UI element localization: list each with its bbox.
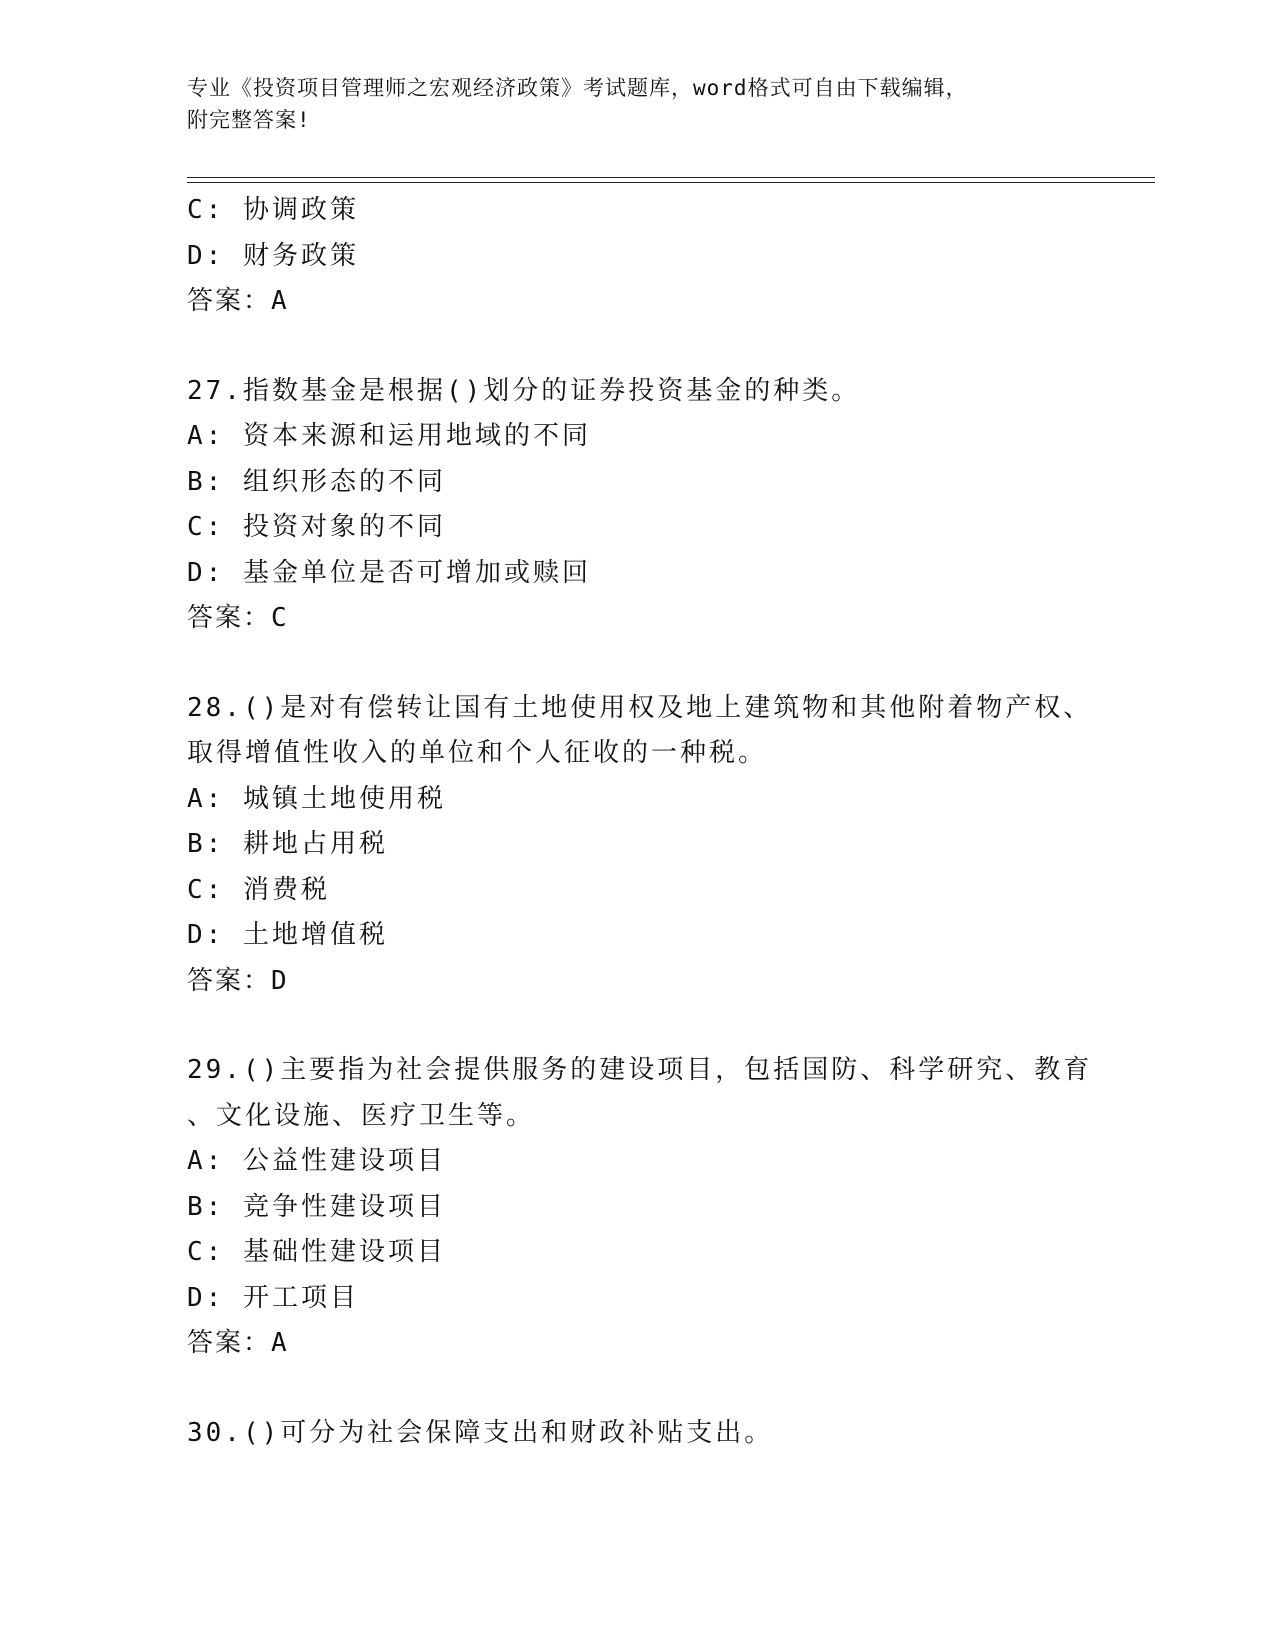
- option-d: [187, 234, 1087, 280]
- option-text: 协调政策: [242, 195, 359, 225]
- option-label: C:: [187, 195, 225, 225]
- option-label: B:: [187, 1191, 225, 1222]
- option-label: D:: [187, 240, 225, 271]
- option-text: 土地增值税: [242, 920, 388, 950]
- question-28: [187, 686, 1093, 1005]
- option-label: D:: [187, 1282, 225, 1313]
- option-label: C:: [187, 512, 225, 542]
- question-stem: 27.指数基金是根据()划分的证券投资基金的种类。: [187, 375, 861, 406]
- option-b: [187, 460, 1087, 506]
- answer-value: C: [271, 603, 289, 633]
- option-text: 投资对象的不同: [242, 512, 446, 542]
- answer-label: 答案：: [187, 965, 272, 996]
- option-label: A:: [187, 783, 225, 814]
- answer-label: 答案：: [187, 286, 272, 316]
- option-text: 基础性建设项目: [242, 1237, 446, 1267]
- option-b: [187, 822, 1087, 868]
- option-label: D:: [187, 557, 225, 588]
- option-text: 资本来源和运用地域的不同: [242, 421, 591, 451]
- header-line-2: 附完整答案!: [187, 108, 311, 132]
- option-c: [187, 188, 1087, 234]
- question-stem: 30.()可分为社会保障支出和财政补贴支出。: [187, 1417, 774, 1448]
- question-spacer: [187, 1004, 1087, 1048]
- option-text: 公益性建设项目: [242, 1146, 446, 1176]
- option-c: [187, 505, 1087, 551]
- option-d: [187, 913, 1087, 959]
- question-27: [187, 369, 1087, 642]
- option-text: 财务政策: [242, 240, 359, 271]
- answer-value: A: [271, 286, 289, 316]
- option-text: 城镇土地使用税: [242, 783, 446, 814]
- option-label: A:: [187, 1146, 225, 1176]
- option-label: A:: [187, 421, 225, 451]
- answer-value: D: [271, 965, 289, 996]
- option-text: 组织形态的不同: [242, 466, 446, 497]
- option-label: D:: [187, 920, 225, 950]
- question-stem-line-2: 、文化设施、医疗卫生等。: [187, 1100, 536, 1131]
- question-stem-line-1: 28.()是对有偿转让国有土地使用权及地上建筑物和其他附着物产权、: [187, 692, 1093, 723]
- option-c: [187, 1230, 1087, 1276]
- answer-line: [187, 596, 1087, 642]
- header-line-1: 专业《投资项目管理师之宏观经济政策》考试题库，word格式可自由下载编辑，: [187, 76, 968, 100]
- answer-value: A: [271, 1328, 289, 1358]
- option-d: [187, 1276, 1087, 1322]
- header-divider-top: [187, 177, 1155, 178]
- option-text: 消费税: [242, 874, 330, 905]
- option-label: B:: [187, 829, 225, 859]
- option-text: 基金单位是否可增加或赎回: [242, 557, 591, 588]
- option-label: B:: [187, 466, 225, 497]
- question-stem-line-1: 29.()主要指为社会提供服务的建设项目，包括国防、科学研究、教育: [187, 1055, 1093, 1085]
- question-30: [187, 1411, 1087, 1457]
- answer-label: 答案：: [187, 603, 272, 633]
- option-a: [187, 1139, 1087, 1185]
- question-spacer: [187, 325, 1087, 369]
- question-spacer: [187, 642, 1087, 686]
- question-spacer: [187, 1367, 1087, 1411]
- option-text: 竞争性建设项目: [242, 1191, 446, 1222]
- question-29: [187, 1048, 1093, 1367]
- option-text: 开工项目: [242, 1282, 359, 1313]
- option-label: C:: [187, 874, 225, 905]
- option-label: C:: [187, 1237, 225, 1267]
- answer-label: 答案：: [187, 1328, 272, 1358]
- option-a: [187, 777, 1087, 823]
- header-divider-bottom: [187, 182, 1155, 183]
- option-a: [187, 414, 1087, 460]
- question-stem-line-2: 取得增值性收入的单位和个人征收的一种税。: [187, 738, 768, 768]
- option-d: [187, 551, 1087, 597]
- answer-line: [187, 959, 1087, 1005]
- answer-line: [187, 1321, 1087, 1367]
- question-26-continued: [187, 188, 1087, 325]
- option-text: 耕地占用税: [242, 829, 388, 859]
- answer-line: [187, 279, 1087, 325]
- option-b: [187, 1185, 1087, 1231]
- question-content: [187, 188, 1093, 1456]
- option-c: [187, 868, 1087, 914]
- page-header: [187, 72, 1067, 136]
